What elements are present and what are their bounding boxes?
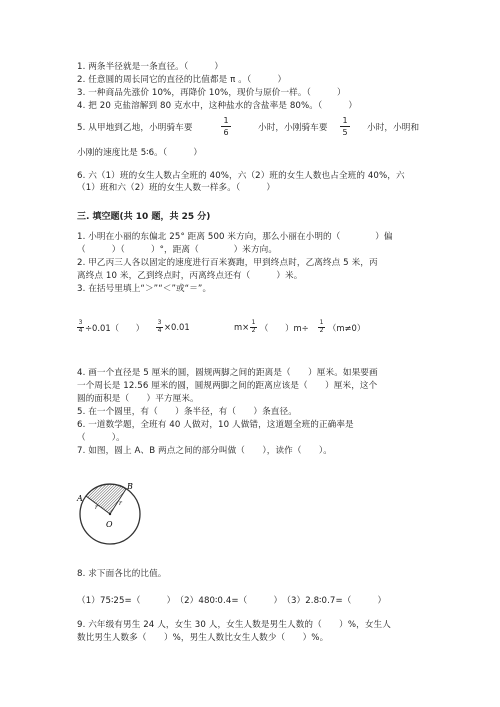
fraction-denominator: 2 [251, 327, 256, 334]
fraction-one-half [318, 320, 325, 334]
expression-3-mid: （ ）m÷ [260, 323, 309, 333]
fill-question-4-line1: 4. 画一个直径是 5 厘米的圆，圆规两脚之间的距离是（ ）厘米。如果要画 [77, 368, 378, 378]
fill-question-4-line3: 圆的面积是（ ）平方厘米。 [77, 394, 199, 404]
fill-question-7: 7. 如图，圆上 A、B 两点之间的部分叫做（ ），读作（ ）。 [77, 446, 333, 456]
fraction-three-quarters [156, 320, 163, 334]
fraction-numerator: 3 [157, 319, 162, 326]
fraction-denominator: 4 [157, 327, 162, 334]
expression-1: ÷0.01（ ） [85, 323, 145, 333]
fill-question-8-title: 8. 求下面各比的比值。 [77, 569, 167, 579]
fraction-denominator: 4 [78, 327, 83, 334]
judge-question-1: 1. 两条半径就是一条直径。（ ） [77, 62, 224, 72]
judge-question-3: 3. 一种商品先涨价 10%，再降价 10%，现价与原价一样。（ ） [77, 88, 346, 98]
judge-question-5-part3: 小时，小明和 [367, 123, 420, 133]
fraction-one-half [250, 320, 257, 334]
fraction-numerator: 1 [251, 319, 256, 326]
judge-question-5-part2: 小时，小刚骑车要 [258, 123, 328, 133]
fraction-three-quarters [77, 320, 84, 334]
judge-question-4: 4. 把 20 克盐溶解到 80 克水中，这种盐水的含盐率是 80%。（ ） [77, 101, 358, 111]
label-b: B [127, 482, 133, 491]
fill-question-8-items: （1）75∶25=（ ） （2）480∶0.4=（ ） （3）2.8∶0.7=（ ） [77, 596, 387, 606]
label-radius-1: r [95, 504, 98, 511]
fill-question-1-line1: 1. 小明在小丽的东偏北 25° 距离 500 米方向，那么小丽在小明的（ ）偏 [77, 232, 393, 242]
fraction-one-sixth [221, 116, 231, 137]
fill-question-4-line2: 一个周长是 12.56 厘米的圆，圆规两脚之间的距离应该是（ ）厘米，这个 [77, 381, 378, 391]
expression-3-prefix: m× [234, 322, 250, 332]
fill-question-2-line2: 离终点 10 米，乙到终点时，丙离终点还有（ ）米。 [77, 271, 303, 281]
section-title: 三. 填空题(共 10 题，共 25 分) [77, 212, 211, 222]
fraction-one-fifth [340, 116, 350, 137]
fraction-denominator: 2 [319, 327, 324, 334]
fraction-denominator: 6 [223, 128, 229, 137]
fraction-numerator: 1 [342, 116, 348, 125]
fill-question-3: 3. 在括号里填上“＞”“＜”或“＝”。 [77, 284, 212, 294]
center-point [109, 513, 111, 515]
fraction-numerator: 3 [78, 319, 83, 326]
judge-question-6-line2: （1）班和六（2）班的女生人数一样多。（ ） [77, 183, 276, 193]
label-o: O [106, 520, 113, 529]
fill-question-1-line2: （ ）（ ）°，距离（ ）米方向。 [77, 245, 278, 255]
fill-question-6-line1: 6. 一道数学题，全班有 40 人做对，10 人做错，这道题全班的正确率是 [77, 420, 354, 430]
fraction-numerator: 1 [319, 319, 324, 326]
fill-question-9-line2: 数比男生人数多（ ）%，男生人数比女生人数少（ ）%。 [77, 633, 329, 643]
fill-question-6-line2: （ ）。 [77, 433, 125, 443]
fill-question-2-line1: 2. 甲乙丙三人各以固定的速度进行百米赛跑，甲到终点时，乙离终点 5 米，丙 [77, 258, 378, 268]
fraction-numerator: 1 [223, 116, 229, 125]
fill-question-9-line1: 9. 六年级有男生 24 人，女生 30 人，女生人数是男生人数的（ ）%，女生人 [77, 620, 391, 630]
circle-sector-figure [70, 475, 150, 555]
judge-question-5-part1: 5. 从甲地到乙地，小明骑车要 [77, 123, 193, 133]
judge-question-6-line1: 6. 六（1）班的女生人数占全班的 40%，六（2）班的女生人数也占全班的 40%，六 [77, 171, 405, 181]
label-radius-2: r [119, 500, 122, 507]
fill-question-5: 5. 在一个圆里，有（ ）条半径，有（ ）条直径。 [77, 407, 297, 417]
fraction-denominator: 5 [342, 128, 348, 137]
judge-question-2: 2. 任意圆的周长同它的直径的比值都是 π 。（ ） [77, 75, 287, 85]
expression-2: ×0.01 [164, 322, 190, 332]
label-a: A [77, 494, 83, 503]
expression-4-suffix: （m≠0） [328, 323, 366, 333]
judge-question-5-line2: 小刚的速度比是 5∶6。（ ） [77, 148, 203, 158]
